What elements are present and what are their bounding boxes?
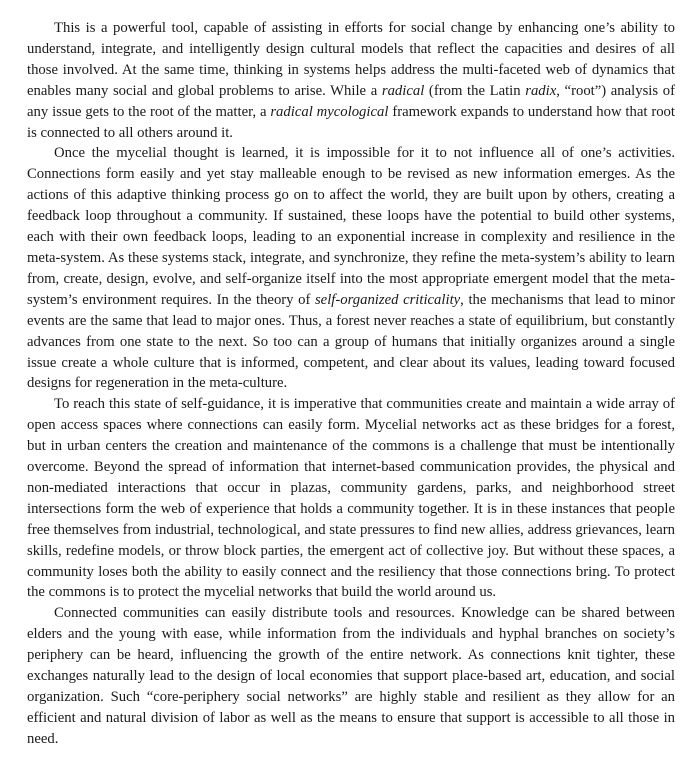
paragraph [27,143,675,394]
text-run: (from the Latin [424,82,526,99]
text-run: framework expands to understand how that root is connected to all others around it. [27,103,675,141]
paragraph [27,603,675,749]
italic-term: radix [525,82,557,99]
text-run: , the mechanisms that lead to minor events are the same that lead to major ones. Thus, a forest never reaches a state of equilibrium, but constantly advances from one state to the next. So too can a group of humans that initially organizes around a single issue create a whole culture that is informed, competent, and clear about its values, leading toward focused designs for regeneration in the meta-culture. [27,291,676,392]
text-run: , “root”) analysis of any issue gets to the root of the matter, a [27,82,675,120]
document-body [27,18,675,750]
text-run: Once the mycelial thought is learned, it is impossible for it to not influence all of one’s activities. Connections form easily and yet stay malleable enough to be revised as new information emerges. As the actions of this adaptive thinking process go on to affect the world, they are built upon by others, creating a feedback loop throughout a community. If sustained, these loops have the potential to build other systems, each with their own feedback loops, leading to an exponential increase in complexity and resilience in the meta-system. As these systems stack, integrate, and synchronize, they refine the meta-system’s ability to learn from, create, design, evolve, and self-organize itself into the most appropriate emergent model that the meta-system’s environment requires. In the theory of [27,145,675,308]
italic-term: radical mycological [270,103,389,120]
italic-term: self-organized criticality [314,291,461,308]
text-run: Connected communities can easily distribute tools and resources. Knowledge can be shared between elders and the young with ease, while information from the individuals and hyphal branches on society’s periphery can be heard, influencing the growth of the entire network. As connections knit tighter, these exchanges naturally lead to the design of local economies that support place-based art, education, and social organization. Such “core-periphery social networks” are highly stable and resilient as they allow for an efficient and natural division of labor as well as the means to ensure that support is accessible to all those in need. [27,605,675,747]
text-run: To reach this state of self-guidance, it is imperative that communities create and maintain a wide array of open access spaces where connections can easily form. Mycelial networks act as these bridges for a forest, but in urban centers the creation and maintenance of the commons is a challenge that must be intentionally overcome. Beyond the spread of information that internet-based communication provides, the physical and non-mediated interactions that occur in plazas, community gardens, parks, and neighborhood street intersections form the web of experience that holds a community together. It is in these instances that people free themselves from industrial, technological, and state pressures to find new allies, address grievances, learn skills, redefine models, or throw block parties, the emergent act of collective joy. But without these spaces, a community loses both the ability to easily connect and the resiliency that those connections bring. To protect the commons is to protect the mycelial networks that build the world around us. [27,396,675,601]
italic-term: radical [381,82,425,99]
paragraph [27,18,675,143]
text-run: This is a powerful tool, capable of assisting in efforts for social change by enhancing one’s ability to understand, integrate, and intelligently design cultural models that reflect the capacities and desires of all those involved. At the same time, thinking in systems helps address the multi-faceted web of dynamics that enables many social and global problems to arise. While a [27,20,675,99]
paragraph [27,394,675,603]
